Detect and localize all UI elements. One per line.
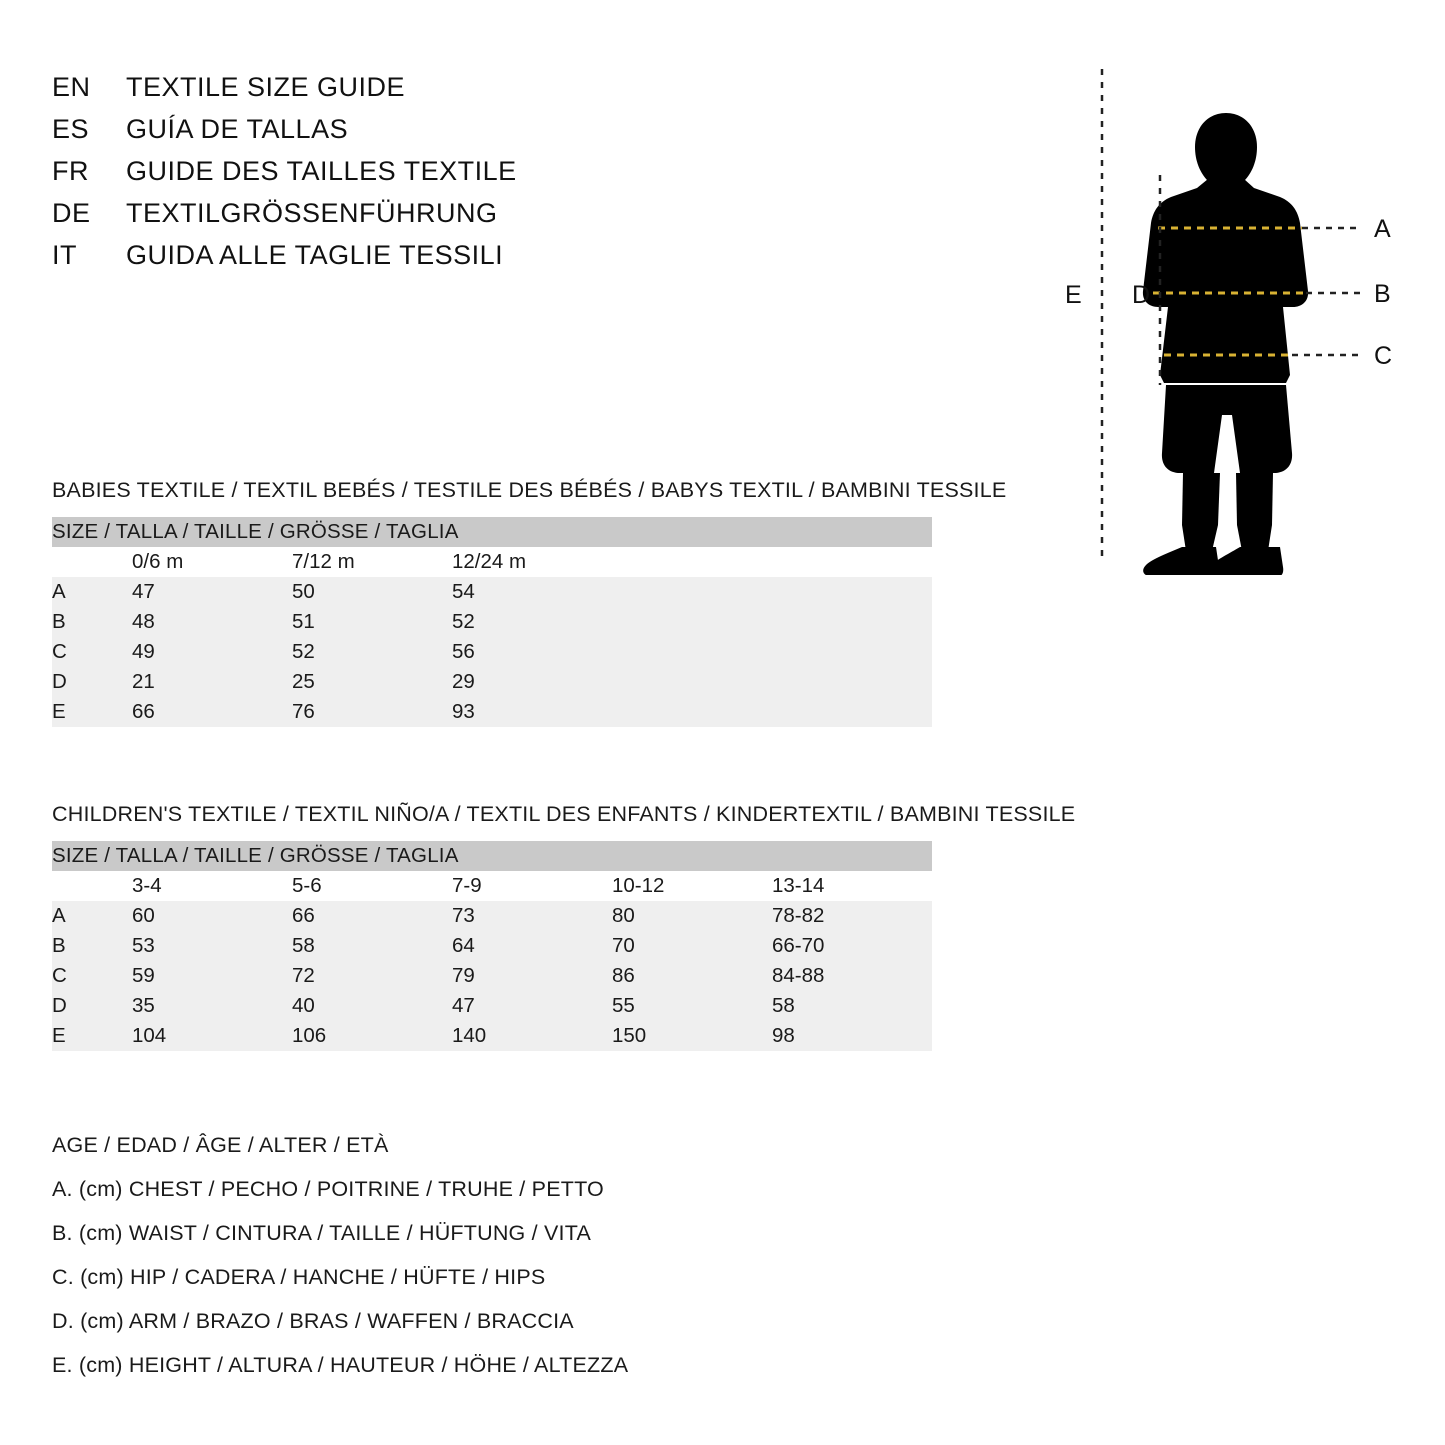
babies-e-1: 76 xyxy=(292,697,452,727)
children-d-2: 47 xyxy=(452,991,612,1021)
babies-size-header: SIZE / TALLA / TAILLE / GRÖSSE / TAGLIA xyxy=(52,517,932,547)
children-a-1: 66 xyxy=(292,901,452,931)
measurement-figure xyxy=(1040,55,1430,575)
table-row xyxy=(52,607,932,637)
children-b-4: 66-70 xyxy=(772,931,932,961)
babies-e-2: 93 xyxy=(452,697,612,727)
lang-code-fr: FR xyxy=(52,156,89,186)
children-d-0: 35 xyxy=(132,991,292,1021)
children-e-0: 104 xyxy=(132,1021,292,1051)
table-row xyxy=(52,697,932,727)
children-c-0: 59 xyxy=(132,961,292,991)
title-text-de: TEXTILGRÖSSENFÜHRUNG xyxy=(126,198,498,228)
children-textile-section xyxy=(52,802,1076,1051)
figure-label-d: D xyxy=(1132,281,1151,309)
children-b-3: 70 xyxy=(612,931,772,961)
title-row-de xyxy=(52,198,692,240)
children-e-2: 140 xyxy=(452,1021,612,1051)
babies-textile-section xyxy=(52,478,1007,727)
babies-a-1: 50 xyxy=(292,577,452,607)
children-e-1: 106 xyxy=(292,1021,452,1051)
title-text-es: GUÍA DE TALLAS xyxy=(126,114,349,144)
babies-col-1: 7/12 m xyxy=(292,547,452,577)
children-b-1: 58 xyxy=(292,931,452,961)
babies-row-label-d: D xyxy=(52,667,132,697)
children-row-label-d: D xyxy=(52,991,132,1021)
children-col-1: 5-6 xyxy=(292,871,452,901)
legend-age: AGE / EDAD / ÂGE / ALTER / ETÀ xyxy=(52,1133,389,1157)
children-d-4: 58 xyxy=(772,991,932,1021)
children-c-4: 84-88 xyxy=(772,961,932,991)
title-text-fr: GUIDE DES TAILLES TEXTILE xyxy=(126,156,517,186)
babies-a-0: 47 xyxy=(132,577,292,607)
children-c-1: 72 xyxy=(292,961,452,991)
title-row-fr xyxy=(52,156,692,198)
figure-label-a: A xyxy=(1374,215,1391,243)
child-silhouette-icon xyxy=(1143,113,1308,575)
lang-code-de: DE xyxy=(52,198,91,228)
children-columns-row xyxy=(52,871,932,901)
children-section-title: CHILDREN'S TEXTILE / TEXTIL NIÑO/A / TEXTIL DES ENFANTS / KINDERTEXTIL / BAMBINI TESSILE xyxy=(52,802,1076,826)
babies-columns-row xyxy=(52,547,932,577)
legend-chest: A. (cm) CHEST / PECHO / POITRINE / TRUHE / PETTO xyxy=(52,1177,604,1201)
babies-d-1: 25 xyxy=(292,667,452,697)
babies-row-label-c: C xyxy=(52,637,132,667)
title-text-it: GUIDA ALLE TAGLIE TESSILI xyxy=(126,240,504,270)
table-row xyxy=(52,667,932,697)
children-d-1: 40 xyxy=(292,991,452,1021)
children-row-label-b: B xyxy=(52,931,132,961)
children-size-table xyxy=(52,841,932,1051)
children-corner-cell xyxy=(52,871,132,901)
children-col-4: 13-14 xyxy=(772,871,932,901)
title-row-es xyxy=(52,114,692,156)
children-row-label-c: C xyxy=(52,961,132,991)
figure-label-b: B xyxy=(1374,280,1391,308)
table-row xyxy=(52,577,932,607)
language-titles xyxy=(52,72,692,282)
lang-code-en: EN xyxy=(52,72,91,102)
children-a-2: 73 xyxy=(452,901,612,931)
children-b-0: 53 xyxy=(132,931,292,961)
children-d-3: 55 xyxy=(612,991,772,1021)
table-row xyxy=(52,931,932,961)
children-e-4: 98 xyxy=(772,1021,932,1051)
babies-size-table xyxy=(52,517,932,727)
legend-arm: D. (cm) ARM / BRAZO / BRAS / WAFFEN / BRACCIA xyxy=(52,1309,574,1333)
table-row xyxy=(52,961,932,991)
children-a-3: 80 xyxy=(612,901,772,931)
babies-e-0: 66 xyxy=(132,697,292,727)
children-size-header: SIZE / TALLA / TAILLE / GRÖSSE / TAGLIA xyxy=(52,841,932,871)
babies-a-2: 54 xyxy=(452,577,612,607)
babies-col-2: 12/24 m xyxy=(452,547,612,577)
title-row-it xyxy=(52,240,692,282)
children-c-2: 79 xyxy=(452,961,612,991)
children-row-label-e: E xyxy=(52,1021,132,1051)
babies-row-label-b: B xyxy=(52,607,132,637)
vertical-reference-lines xyxy=(1102,69,1160,563)
children-col-0: 3-4 xyxy=(132,871,292,901)
lang-code-it: IT xyxy=(52,240,77,270)
babies-c-0: 49 xyxy=(132,637,292,667)
children-c-3: 86 xyxy=(612,961,772,991)
children-col-3: 10-12 xyxy=(612,871,772,901)
babies-d-2: 29 xyxy=(452,667,612,697)
babies-c-2: 56 xyxy=(452,637,612,667)
table-row xyxy=(52,901,932,931)
lang-code-es: ES xyxy=(52,114,90,144)
babies-d-0: 21 xyxy=(132,667,292,697)
babies-corner-cell xyxy=(52,547,132,577)
legend-hip: C. (cm) HIP / CADERA / HANCHE / HÜFTE / HIPS xyxy=(52,1265,546,1289)
children-col-2: 7-9 xyxy=(452,871,612,901)
babies-b-0: 48 xyxy=(132,607,292,637)
children-b-2: 64 xyxy=(452,931,612,961)
table-row xyxy=(52,991,932,1021)
babies-row-label-e: E xyxy=(52,697,132,727)
babies-b-1: 51 xyxy=(292,607,452,637)
babies-section-title: BABIES TEXTILE / TEXTIL BEBÉS / TESTILE DES BÉBÉS / BABYS TEXTIL / BAMBINI TESSILE xyxy=(52,478,1007,502)
title-text-en: TEXTILE SIZE GUIDE xyxy=(126,72,406,102)
legend-waist: B. (cm) WAIST / CINTURA / TAILLE / HÜFTUNG / VITA xyxy=(52,1221,591,1245)
measurement-legend xyxy=(52,1133,952,1397)
babies-b-2: 52 xyxy=(452,607,612,637)
children-table-header-row xyxy=(52,841,932,871)
babies-col-0: 0/6 m xyxy=(132,547,292,577)
children-e-3: 150 xyxy=(612,1021,772,1051)
babies-c-1: 52 xyxy=(292,637,452,667)
children-a-0: 60 xyxy=(132,901,292,931)
table-row xyxy=(52,1021,932,1051)
figure-label-c: C xyxy=(1374,342,1393,370)
legend-height: E. (cm) HEIGHT / ALTURA / HAUTEUR / HÖHE / ALTEZZA xyxy=(52,1353,629,1377)
table-row xyxy=(52,637,932,667)
children-a-4: 78-82 xyxy=(772,901,932,931)
figure-label-e: E xyxy=(1065,281,1082,309)
children-row-label-a: A xyxy=(52,901,132,931)
babies-row-label-a: A xyxy=(52,577,132,607)
babies-table-header-row xyxy=(52,517,932,547)
title-row-en xyxy=(52,72,692,114)
